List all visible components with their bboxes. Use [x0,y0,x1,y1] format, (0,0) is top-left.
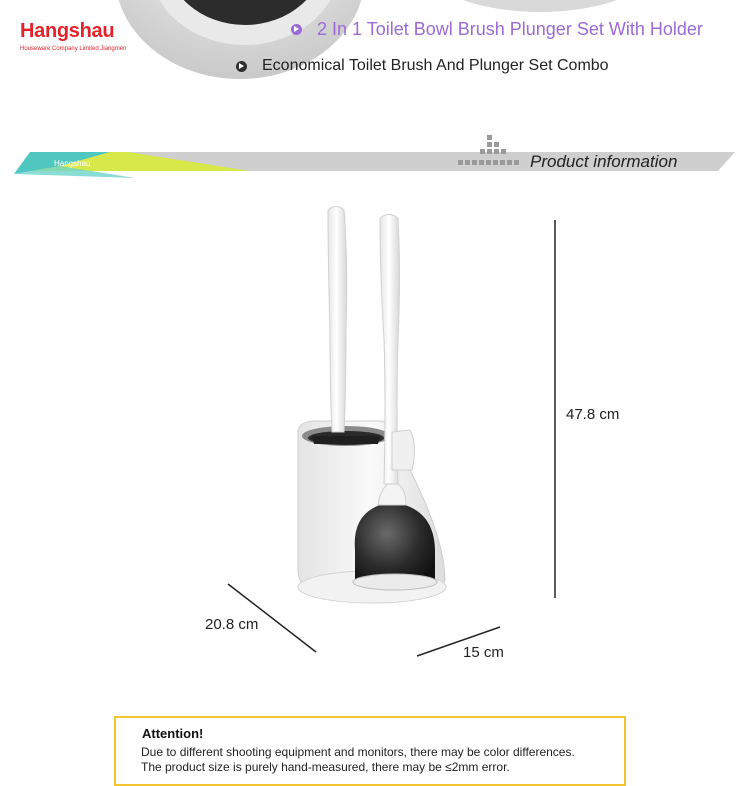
width-dimension-label: 15 cm [463,644,504,661]
attention-line-1: Due to different shooting equipment and monitors, there may be color differences. [141,745,575,759]
product-illustration [190,195,630,675]
pixel-decoration-icon [458,135,519,165]
brand-logo-text: Hangshau [20,20,115,42]
attention-line-2: The product size is purely hand-measured, there may be ≤2mm error. [141,760,510,774]
play-bullet-icon [291,24,302,35]
feature-bullet-1 [291,19,703,40]
height-dimension-label: 47.8 cm [566,406,620,423]
feature-text-1: 2 In 1 Toilet Bowl Brush Plunger Set With Holder [317,19,703,39]
play-bullet-icon [236,61,247,72]
depth-dimension-label: 20.8 cm [205,616,259,633]
brand-subtitle: Houseware Company Limited Jiangmen [20,46,127,52]
feature-bullet-2 [236,57,609,75]
banner-brand-label: Hangshau [54,159,91,168]
feature-text-2: Economical Toilet Brush And Plunger Set Combo [262,57,609,74]
attention-title: Attention! [142,726,204,741]
section-title: Product information [530,152,678,171]
